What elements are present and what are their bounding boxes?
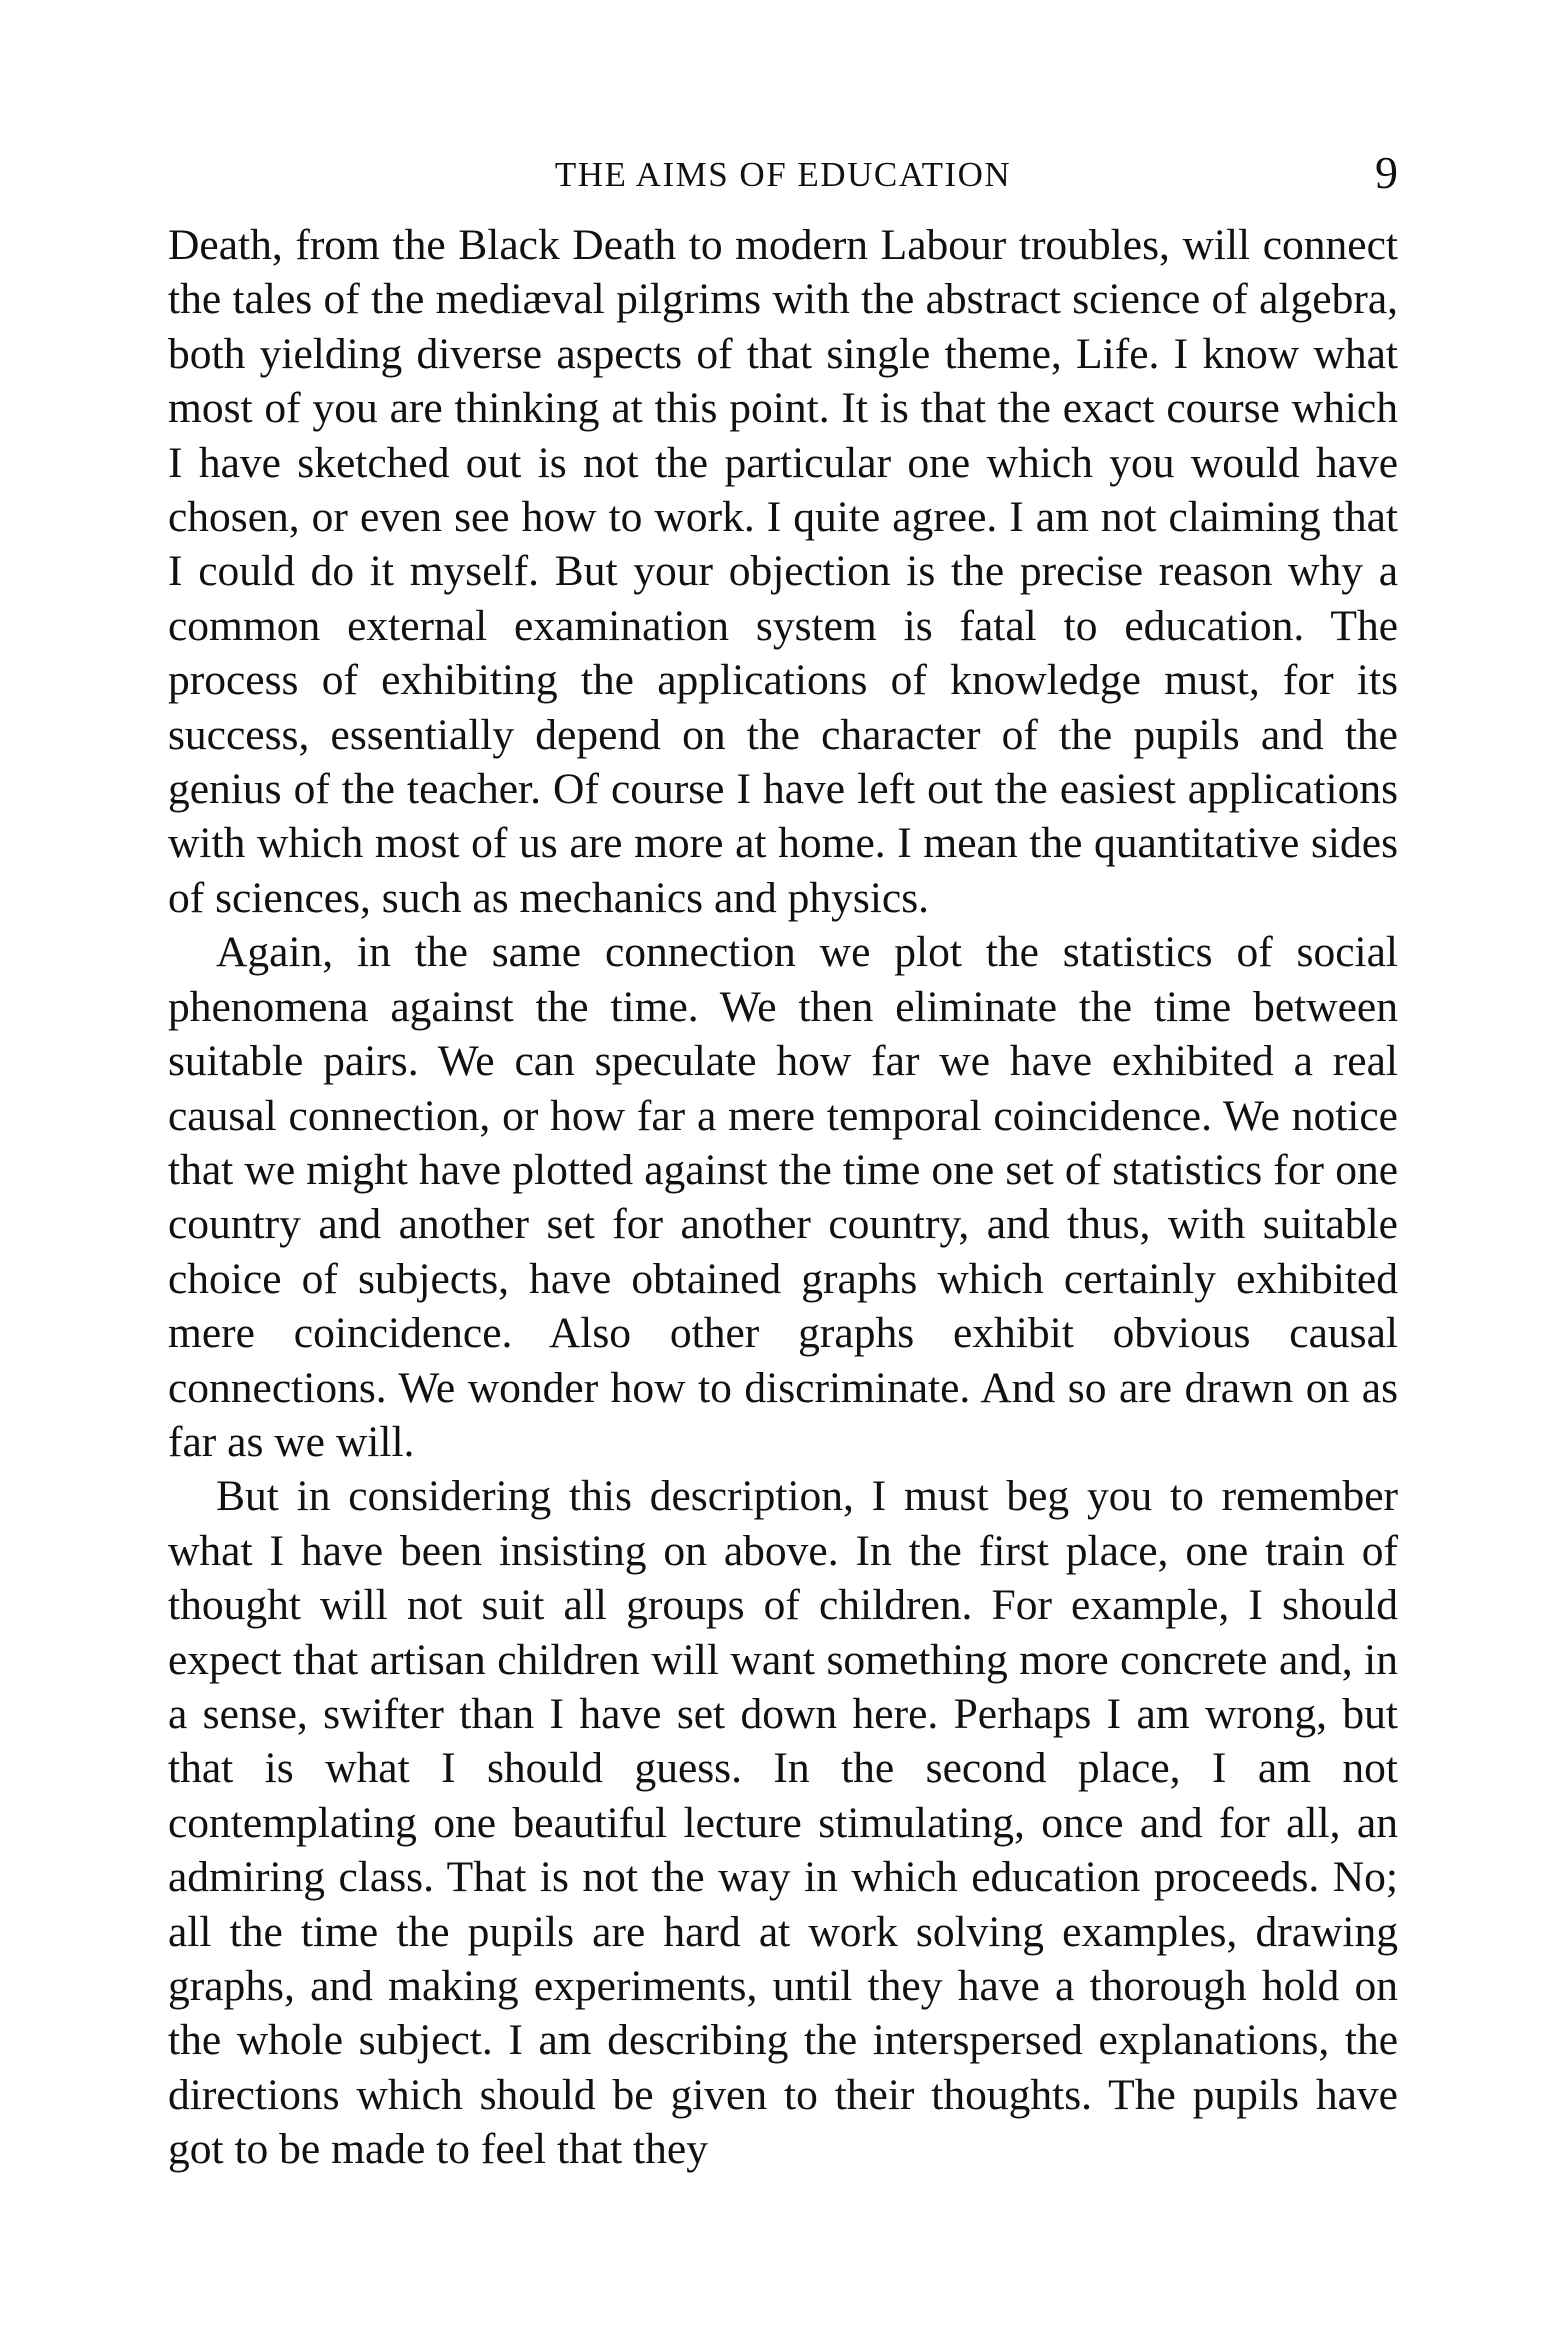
page-number: 9 [1375,147,1398,198]
paragraph: But in considering this description, I must beg you to remember what I have been insisting on above. In the first place, one train of thought will not suit all groups of children. For example, I should expect that artisan children will want something more concrete and, in a sense, swifter than I have set down here. Perhaps I am wrong, but that is what I should guess. In the second place, I am not contemplating one beautiful lecture stimulating, once and for all, an admiring class. That is not the way in which education proceeds. No; all the time the pupils are hard at work solving examples, drawing graphs, and making experiments, until they have a thorough hold on the whole subject. I am describing the interspersed explanations, the directions which should be given to their thoughts. The pupils have got to be made to feel that they [168,1472,1398,2174]
running-title: THE AIMS OF EDUCATION [554,155,1012,194]
running-head [168,147,1398,200]
paragraph: Again, in the same connection we plot the statistics of social phenomena against the time. We then eliminate the time between suitable pairs. We can speculate how far we have exhibited a real causal connection, or how far a mere temporal coincidence. We notice that we might have plotted against the time one set of statistics for one country and another set for another country, and thus, with suitable choice of subjects, have obtained graphs which certainly exhibited mere coincidence. Also other graphs exhibit obvious causal connections. We wonder how to discriminate. And so are drawn on as far as we will. [168,928,1398,1466]
body-text [168,218,1398,2177]
paragraph-continued: Death, from the Black Death to modern Labour troubles, will connect the tales of the mediæval pilgrims with the abstract science of algebra, both yielding diverse aspects of that single theme, Life. I know what most of you are thinking at this point. It is that the exact course which I have sketched out is not the particular one which you would have chosen, or even see how to work. I quite agree. I am not claiming that I could do it myself. But your objection is the precise reason why a common external examination system is fatal to education. The process of exhibiting the applications of knowledge must, for its success, essentially depend on the character of the pupils and the genius of the teacher. Of course I have left out the easiest applications with which most of us are more at home. I mean the quantitative sides of sciences, such as mechanics and physics. [168,221,1398,922]
